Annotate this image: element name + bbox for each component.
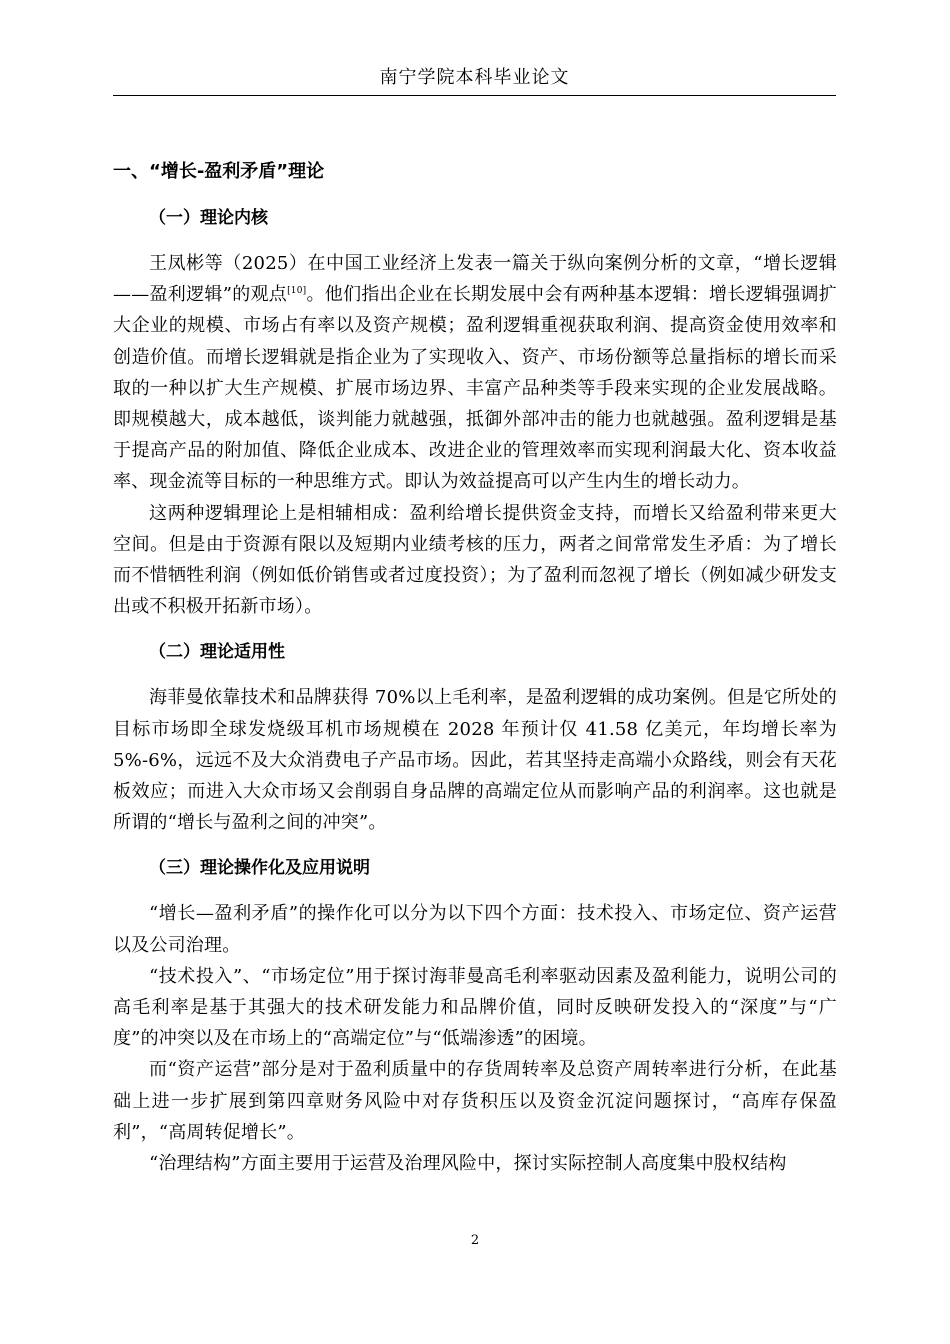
subsection-heading-core: （一）理论内核 — [149, 208, 268, 228]
document-body — [113, 156, 837, 1179]
subsection-heading-applicability: （二）理论适用性 — [149, 642, 285, 663]
paragraph-core-2: 这两种逻辑理论上是相辅相成：盈利给增长提供资金支持，而增长又给盈利带来更大空间。但是由于资源有限以及短期内业绩考核的压力，两者之间常常发生矛盾：为了增长而不惜牺牲利润（例如低价销售或者过度投资）；为了盈利而忽视了增长（例如减少研发支出或不积极开拓新市场）。 — [113, 502, 837, 618]
paragraph-operationalization-4: “治理结构”方面主要用于运营及治理风险中，探讨实际控制人高度集中股权结构 — [149, 1153, 787, 1175]
page-number: 2 — [470, 1233, 480, 1248]
subsection-heading-operationalization: （三）理论操作化及应用说明 — [149, 858, 370, 879]
citation-marker: [10] — [287, 286, 307, 297]
paragraph-applicability-1: 海菲曼依靠技术和品牌获得 70%以上毛利率，是盈利逻辑的成功案例。但是它所处的目标市场即全球发烧级耳机市场规模在 2028 年预计仅 41.58 亿美元，年均增长率为 5%-6%，远远不及大众消费电子产品市场。因此，若其坚持走高端小众路线，则会有天花板效应；而进入大众市场又会削弱自身品牌的高端定位从而影响产品的利润率。这也就是所谓的“增长与盈利之间的冲突”。 — [113, 687, 837, 834]
paragraph-core-1-text-b: 。他们指出企业在长期发展中会有两种基本逻辑：增长逻辑强调扩大企业的规模、市场占有率以及资产规模；盈利逻辑重视获取利润、提高资金使用效率和创造价值。而增长逻辑就是指企业为了实现收入、资产、市场份额等总量指标的增长而采取的一种以扩大生产规模、扩展市场边界、丰富产品种类等手段来实现的企业发展战略。即规模越大，成本越低，谈判能力就越强，抵御外部冲击的能力也就越强。盈利逻辑是基于提高产品的附加值、降低企业成本、改进企业的管理效率而实现利润最大化、资本收益率、现金流等目标的一种思维方式。即认为效益提高可以产生内生的增长动力。 — [113, 284, 838, 493]
paragraph-core-1-text-a: 王凤彬等（2025）在中国工业经济上发表一篇关于纵向案例分析的文章，“增长逻辑——盈利逻辑”的观点 — [113, 253, 837, 306]
header-rule — [113, 95, 836, 96]
paragraph-core-1 — [113, 248, 837, 498]
paragraph-operationalization-1: “增长—盈利矛盾”的操作化可以分为以下四个方面：技术投入、市场定位、资产运营以及公司治理。 — [113, 903, 837, 956]
paragraph-operationalization-3: 而“资产运营”部分是对于盈利质量中的存货周转率及总资产周转率进行分析，在此基础上进一步扩展到第四章财务风险中对存货积压以及资金沉淀问题探讨，“高库存保盈利”，“高周转促增长”。 — [113, 1059, 837, 1143]
paragraph-operationalization-2: “技术投入”、“市场定位”用于探讨海菲曼高毛利率驱动因素及盈利能力，说明公司的高毛利率是基于其强大的技术研发能力和品牌价值，同时反映研发投入的“深度”与“广度”的冲突以及在市场上的“高端定位”与“低端渗透”的困境。 — [113, 965, 837, 1050]
running-header-title: 南宁学院本科毕业论文 — [379, 67, 570, 88]
section-heading: 一、“增长-盈利矛盾”理论 — [113, 161, 325, 182]
